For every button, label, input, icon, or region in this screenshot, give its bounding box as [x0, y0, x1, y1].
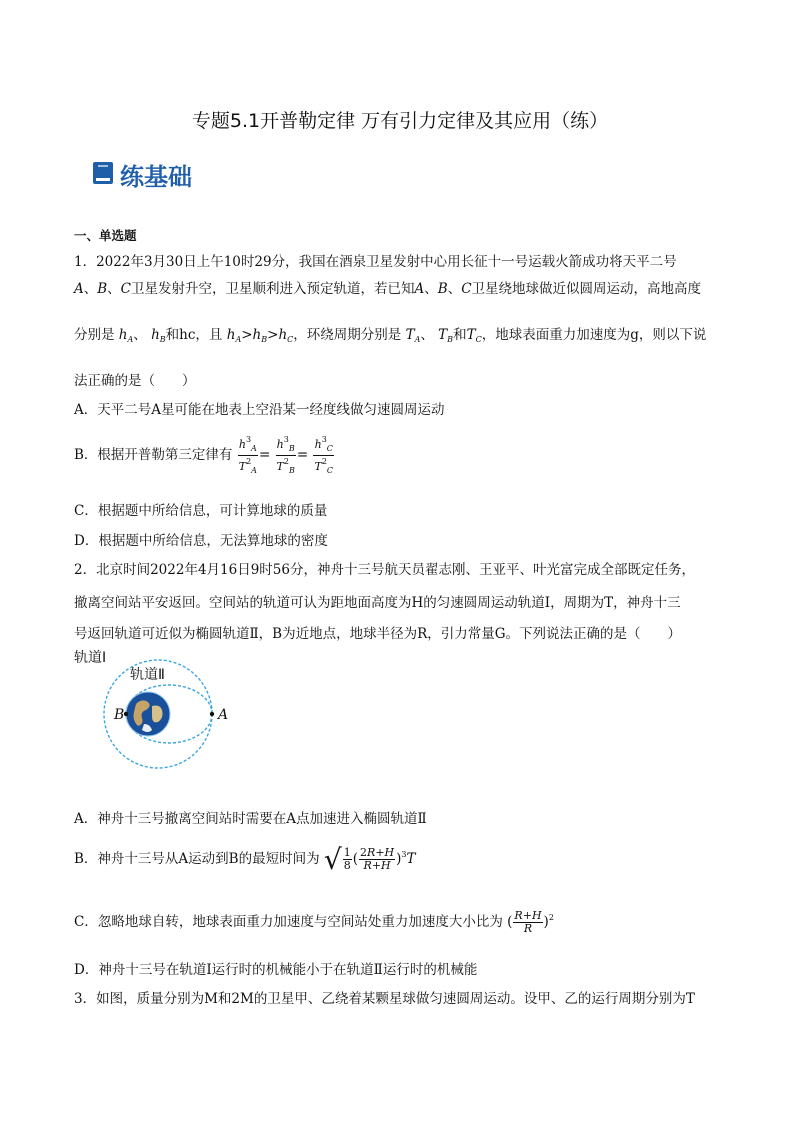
book-icon: [92, 161, 114, 189]
q1-option-c: C．根据题中所给信息，可计算地球的质量: [74, 503, 328, 519]
kepler-fraction-a: $\frac{h^3_A}{T^2_A}$: [238, 435, 257, 475]
q2-option-a: A．神舟十三号撤离空间站时需要在A点加速进入椭圆轨道Ⅱ: [74, 811, 427, 827]
time-formula: √ $\frac{1}{8}$ ( $\frac{2R+H}{R+H}$ )$^3$T: [323, 843, 416, 876]
q1-line1: 1．2022年3月30日上午10时29分，我国在酒泉卫星发射中心用长征十一号运载火箭成功将天平二号: [74, 254, 677, 270]
symbol-TB: $T_B$: [438, 327, 454, 344]
kepler-fraction-c: $\frac{h^3_C}{T^2_C}$: [314, 435, 334, 475]
q1-option-b: B．根据开普勒第三定律有 $\frac{h^3_A}{T^2_A}$ = $\frac{h^3_B}{T^2_B}$ = $\frac{h^3_C}{T^2_C}$: [74, 435, 334, 475]
point-a-label: A: [218, 707, 229, 723]
orbit-1-label: 轨道Ⅰ: [74, 650, 107, 666]
inequality: $h_A>h_B>h_C$: [226, 327, 294, 344]
q2-option-d: D．神舟十三号在轨道Ⅰ运行时的机械能小于在轨道Ⅱ运行时的机械能: [74, 962, 478, 978]
q1-line4: 法正确的是（ ）: [74, 373, 196, 389]
q3-line1: 3．如图，质量分别为M和2M的卫星甲、乙绕着某颗星球做匀速圆周运动。设甲、乙的运行周期分别为T: [74, 991, 695, 1007]
symbol-hA: $h_A$: [118, 327, 134, 344]
q1-line3: 分别是 $h_A$、 $h_B$和hc，且 $h_A>h_B>h_C$，环绕周期分别是 $T_A$、 $T_B$和$T_C$，地球表面重力加速度为g，则以下说: [74, 327, 707, 344]
point-b-label: B: [114, 707, 125, 723]
q2-option-b: B．神舟十三号从A运动到B的最短时间为 √ $\frac{1}{8}$ ( $\frac{2R+H}{R+H}$ )$^3$T: [74, 843, 416, 876]
point-b-marker: [124, 712, 128, 716]
orbit-2-label: 轨道Ⅱ: [130, 667, 165, 683]
symbol-TA: $T_A$: [405, 327, 421, 344]
q1-option-d: D．根据题中所给信息，无法算地球的密度: [74, 533, 328, 549]
point-a-marker: [210, 712, 214, 716]
section-heading: 一、单选题: [74, 228, 137, 243]
q1-option-a: A．天平二号A星可能在地表上空沿某一经度线做匀速圆周运动: [74, 402, 445, 418]
orbit-diagram: [74, 648, 234, 780]
q2-line2: 撤离空间站平安返回。空间站的轨道可认为距地面高度为H的匀速圆周运动轨道Ⅰ，周期为T，神舟十三: [74, 595, 681, 611]
gravity-ratio: ( $\frac{R+H}{R}$ )$^2$: [507, 909, 554, 935]
q1-line2: A、B、C卫星发射升空，卫星顺利进入预定轨道，若已知A、B、C卫星绕地球做近似圆周运动，高地高度: [74, 281, 702, 297]
symbol-TC: $T_C$: [466, 327, 482, 344]
q2-option-c: C．忽略地球自转，地球表面重力加速度与空间站处重力加速度大小比为 ( $\frac{R+H}{R}$ )$^2$: [74, 909, 554, 935]
symbol-hB: $h_B$: [151, 327, 166, 344]
section-title: 练基础: [120, 163, 192, 191]
page-title: 专题5.1开普勒定律 万有引力定律及其应用（练）: [191, 110, 609, 132]
q2-line1: 2．北京时间2022年4月16日9时56分，神舟十三号航天员翟志刚、王亚平、叶光富完成全部既定任务，: [74, 562, 695, 578]
section-header: [92, 157, 192, 192]
kepler-fraction-b: $\frac{h^3_B}{T^2_B}$: [276, 435, 295, 475]
q2-line3: 号返回轨道可近似为椭圆轨道Ⅱ，B为近地点，地球半径为R，引力常量G。下列说法正确的是（ ）: [74, 626, 682, 642]
earth-icon: [126, 692, 170, 736]
